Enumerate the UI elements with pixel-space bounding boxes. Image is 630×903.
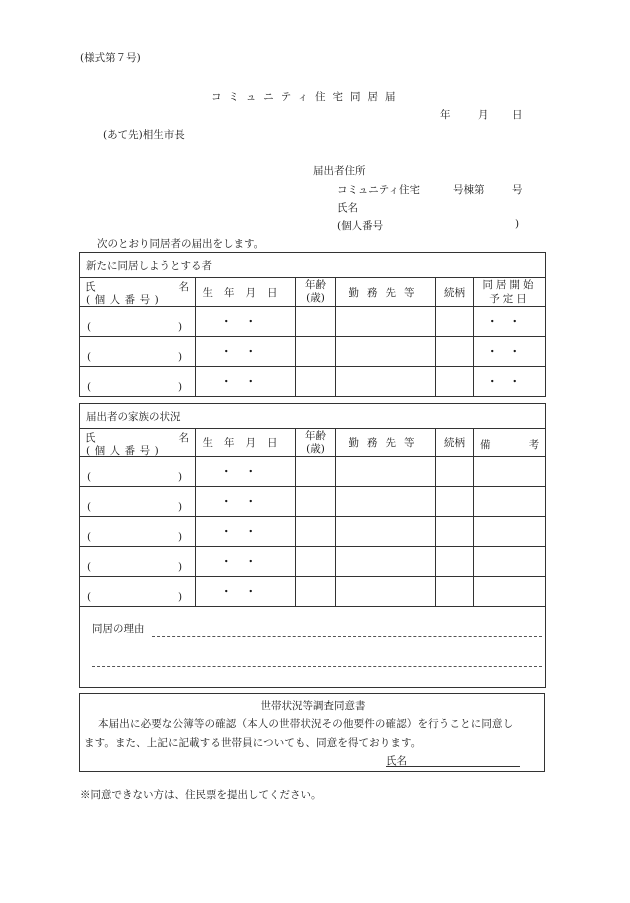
header-birth: 生年月日 [196,278,296,307]
header-start-top: 同居開始 [482,279,537,291]
name-cell[interactable] [80,307,196,337]
name-cell[interactable] [80,487,196,517]
cohabitant-section-title: 新たに同居しようとする者 [80,253,546,278]
applicant-id-close: ) [515,218,520,230]
start-date-cell[interactable]: ・・ [474,307,546,337]
relation-cell[interactable] [436,307,474,337]
paren-open: ( [87,381,92,393]
name-cell[interactable] [80,547,196,577]
header-age-label: 年齢 [305,429,326,442]
paren-close: ) [178,591,183,603]
paren-open: ( [87,471,92,483]
consent-signature-line[interactable] [386,766,520,767]
work-cell[interactable] [336,307,436,337]
header-work: 勤務先等 [336,429,436,457]
date-month: 月 [478,109,489,121]
applicant-address-label: 届出者住所 [313,165,366,177]
paren-open: ( [87,321,92,333]
table-row [80,577,546,607]
table-row [80,487,546,517]
birth-cell[interactable]: ・・ [196,517,296,547]
date-year: 年 [440,109,451,121]
consent-line-2: ます。また、上記に記載する世帯員についても、同意を得ております。 [84,737,422,749]
header-note-right: 考 [528,439,540,451]
note-cell[interactable] [474,487,546,517]
table-row [80,367,546,397]
consent-box [79,693,545,772]
paren-close: ) [178,501,183,513]
header-age [296,278,336,307]
header-age [296,429,336,457]
work-cell[interactable] [336,457,436,487]
consent-title: 世帯状況等調査同意書 [260,700,366,712]
age-cell[interactable] [296,307,336,337]
applicant-id-label: (個人番号 [337,220,384,232]
paren-close: ) [178,381,183,393]
relation-cell[interactable] [436,457,474,487]
name-cell[interactable] [80,337,196,367]
paren-open: ( [87,561,92,573]
reason-line-2 [92,666,542,667]
relation-cell[interactable] [436,547,474,577]
relation-cell[interactable] [436,517,474,547]
paren-close: ) [178,351,183,363]
birth-cell[interactable]: ・・ [196,367,296,397]
header-start-date [474,278,546,307]
reason-label: 同居の理由 [92,623,145,635]
header-name [80,429,196,457]
age-cell[interactable] [296,547,336,577]
header-relation: 続柄 [436,278,474,307]
header-name-right: 名 [178,281,189,293]
intro-text: 次のとおり同居者の届出をします。 [97,238,265,250]
table-row [80,457,546,487]
paren-open: ( [87,531,92,543]
applicant-room: 号 [512,184,523,196]
relation-cell[interactable] [436,337,474,367]
paren-open: ( [87,591,92,603]
header-note-left: 備 [480,439,491,451]
cohabitant-table [79,252,546,397]
start-date-cell[interactable]: ・・ [474,367,546,397]
paren-open: ( [87,351,92,363]
table-row [80,517,546,547]
birth-cell[interactable]: ・・ [196,457,296,487]
birth-cell[interactable]: ・・ [196,337,296,367]
age-cell[interactable] [296,577,336,607]
family-table [79,403,546,688]
note-cell[interactable] [474,517,546,547]
header-age-label: 年齢 [305,279,326,291]
table-row [80,337,546,367]
name-cell[interactable] [80,577,196,607]
header-work: 勤務先等 [336,278,436,307]
consent-line-1: 本届出に必要な公簿等の確認（本人の世帯状況その他要件の確認）を行うことに同意し [98,718,514,730]
reason-line-1 [152,636,542,637]
header-name [80,278,196,307]
header-name-right: 名 [178,432,189,444]
note-cell[interactable] [474,577,546,607]
header-id: (個人番号) [86,294,164,306]
header-name-left: 氏 [85,281,96,293]
birth-cell[interactable]: ・・ [196,307,296,337]
birth-cell[interactable]: ・・ [196,487,296,517]
footnote: ※同意できない方は、住民票を提出してください。 [80,789,322,801]
applicant-name-label: 氏名 [337,202,358,214]
age-cell[interactable] [296,367,336,397]
header-note [474,429,546,457]
birth-cell[interactable]: ・・ [196,577,296,607]
paren-close: ) [178,321,183,333]
work-cell[interactable] [336,337,436,367]
birth-cell[interactable]: ・・ [196,547,296,577]
reason-cell[interactable] [80,607,546,688]
table-row [80,547,546,577]
age-cell[interactable] [296,487,336,517]
relation-cell[interactable] [436,577,474,607]
start-date-cell[interactable]: ・・ [474,337,546,367]
paren-close: ) [178,471,183,483]
name-cell[interactable] [80,517,196,547]
consent-signature-label: 氏名 [386,755,407,767]
form-title: コミュニティ住宅同居届 [211,91,403,103]
work-cell[interactable] [336,517,436,547]
header-age-unit: (歳) [306,442,325,455]
addressee: (あて先)相生市長 [103,129,185,141]
age-cell[interactable] [296,457,336,487]
applicant-housing: コミュニティ住宅 [337,184,420,196]
applicant-building: 号棟第 [453,184,485,196]
paren-close: ) [178,531,183,543]
work-cell[interactable] [336,487,436,517]
style-number: (様式第７号) [80,52,141,64]
table-row [80,307,546,337]
header-birth: 生年月日 [196,429,296,457]
relation-cell[interactable] [436,367,474,397]
header-relation: 続柄 [436,429,474,457]
paren-open: ( [87,501,92,513]
name-cell[interactable] [80,457,196,487]
note-cell[interactable] [474,547,546,577]
age-cell[interactable] [296,337,336,367]
date-day: 日 [512,109,523,121]
family-section-title: 届出者の家族の状況 [80,404,546,429]
header-name-left: 氏 [85,432,96,444]
header-age-unit: (歳) [306,292,325,304]
name-cell[interactable] [80,367,196,397]
relation-cell[interactable] [436,487,474,517]
age-cell[interactable] [296,517,336,547]
work-cell[interactable] [336,577,436,607]
header-id: (個人番号) [86,445,164,457]
header-start-bottom: 予定日 [489,293,530,305]
work-cell[interactable] [336,547,436,577]
note-cell[interactable] [474,457,546,487]
paren-close: ) [178,561,183,573]
work-cell[interactable] [336,367,436,397]
